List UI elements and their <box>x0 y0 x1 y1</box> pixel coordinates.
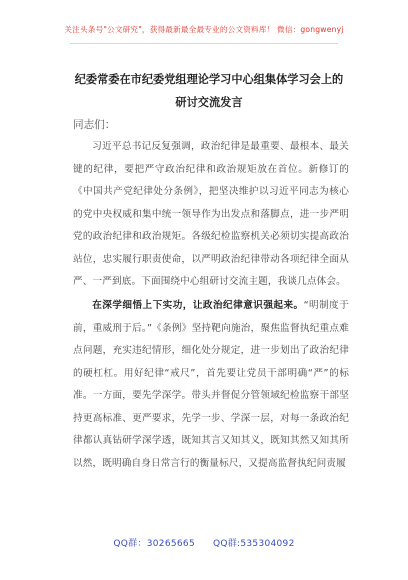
body-paragraph-2 <box>73 295 349 475</box>
footer-qq-group-1: QQ群：30265665 <box>113 539 195 549</box>
document-title: 纪委常委在市纪委党组理论学习中心组集体学习会上的研讨交流发言 <box>74 73 344 109</box>
header-divider <box>70 43 338 44</box>
paragraph-2-text: “明制度于前，重威刑于后。”《条例》坚持靶向施治，聚焦监督执纪重点难点问题，充实违纪情形，细化处分规定，进一步划出了政治纪律的硬杠杠。用好纪律“戒尺”，首先要让党员干部明确“严”的标准。一方面，要先学深学。带头并督促分管领域纪检监察干部坚持更高标准、更严要求，先学一步、学深一层，对每一条政治纪律都认真钻研学深学透，既知其言又知其义，既知其然又知其所以然，既明确自身日常言行的衡量标尺，又提高监督执纪问责履 <box>73 300 349 469</box>
salutation: 同志们： <box>73 119 116 131</box>
header-banner: 关注头条号"公文研究"，获得最新最全最专业的公文资料库！ 微信：gongwenyj <box>64 25 344 34</box>
footer-contact <box>0 536 408 549</box>
body-paragraph-1: 习近平总书记反复强调，政治纪律是最重要、最根本、最关键的纪律，要把严守政治纪律和政治规矩放在首位。新修订的《中国共产党纪律处分条例》，把坚决维护以习近平同志为核心的党中央权威和集中统一领导作为出发点和落脚点，进一步严明党的政治纪律和政治规矩。各级纪检监察机关必须切实提高政治站位，忠实履行职责使命，以严明政治纪律带动各项纪律全面从严、一严到底。下面围绕中心组研讨交流主题，我谈几点体会。 <box>73 141 349 287</box>
footer-qq-group-2: QQ群:535304092 <box>212 539 295 549</box>
paragraph-2-heading: 在深学细悟上下实功，让政治纪律意识强起来。 <box>92 300 304 311</box>
